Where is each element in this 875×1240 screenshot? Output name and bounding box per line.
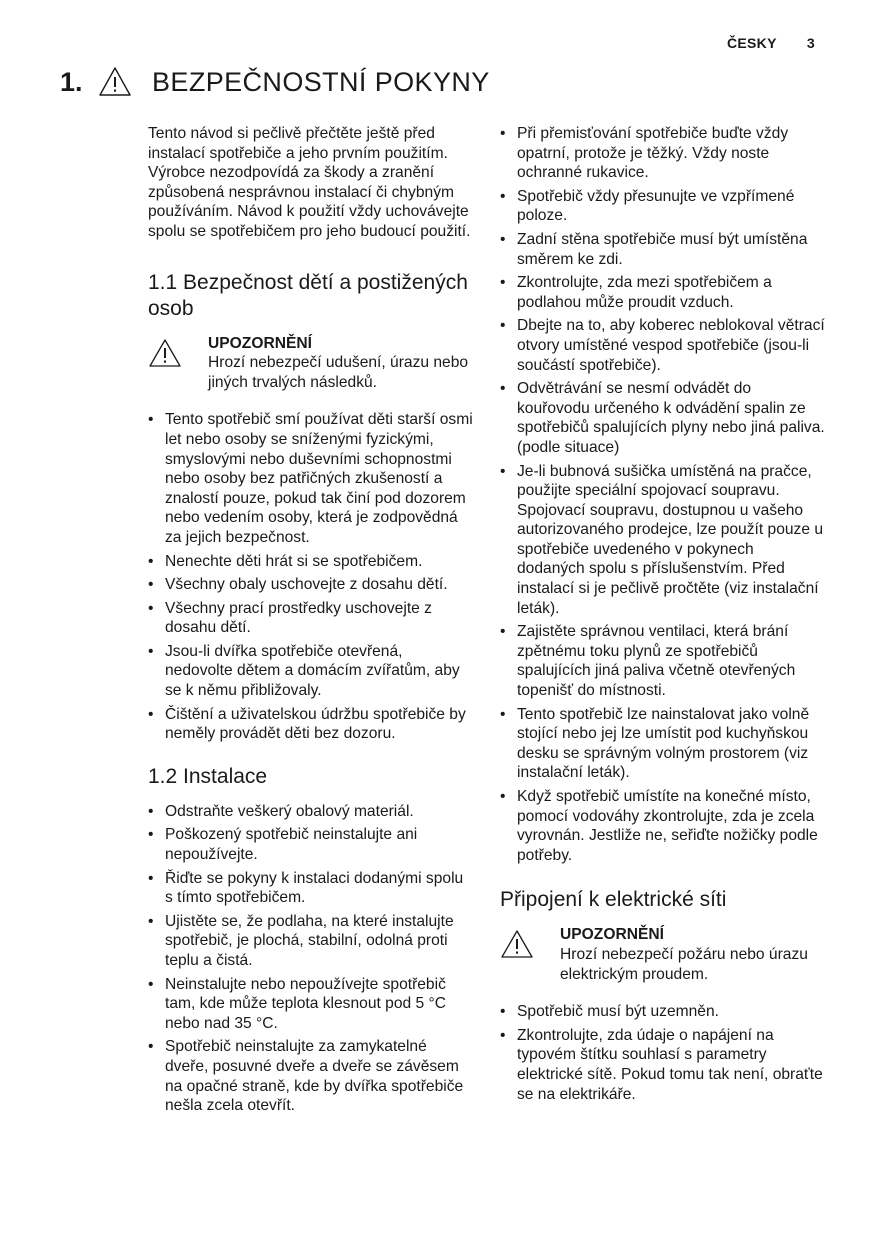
warning-title: UPOZORNĚNÍ [208,334,312,352]
warning-triangle-icon [98,66,132,98]
list-item: • Spotřebič vždy přesunujte ve vzpřímené poloze. [500,187,825,226]
children-safety-list [148,410,473,744]
list-item: • Řiďte se pokyny k instalaci dodanými spolu s tímto spotřebičem. [148,869,473,908]
section-heading-installation [148,764,473,790]
list-item: • Odstraňte veškerý obalový materiál. [148,802,473,822]
page-number: 3 [806,35,815,51]
list-item: • Nenechte děti hrát si se spotřebičem. [148,552,473,572]
warning-text: Hrozí nebezpečí udušení, úrazu nebo jiných trvalých následků. [208,354,469,391]
installation-list-right [500,124,825,865]
section-number: 1.1 [148,270,178,294]
chapter-title [60,62,490,102]
list-item: • Všechny obaly uschovejte z dosahu dětí. [148,575,473,595]
page-header [727,35,815,51]
section-number: 1.2 [148,764,178,788]
warning-triangle-icon [500,929,534,959]
section-heading-children [148,270,473,322]
header-language: ČESKY [726,35,777,51]
right-column [500,124,825,1124]
chapter-heading: BEZPEČNOSTNÍ POKYNY [152,66,490,97]
list-item: • Všechny prací prostředky uschovejte z dosahu dětí. [148,599,473,638]
list-item: • Zajistěte správnou ventilaci, která brání zpětnému toku plynů ze spotřebičů spalujících jiná paliva včetně otevřených topenišť do místnosti. [500,622,825,700]
list-item: • Zadní stěna spotřebiče musí být umístěna směrem ke zdi. [500,230,825,269]
section-title: Instalace [183,764,268,788]
warning-text: Hrozí nebezpečí požáru nebo úrazu elektrickým proudem. [560,945,808,983]
list-item: • Při přemisťování spotřebiče buďte vždy opatrní, protože je těžký. Vždy noste ochranné rukavice. [500,124,825,183]
warning-triangle-icon [148,338,182,368]
list-item: • Dbejte na to, aby koberec neblokoval větrací otvory umístěné vespod spotřebiče (jsou-li součástí spotřebiče). [500,316,825,375]
electrical-list [500,1002,825,1104]
intro-paragraph: Tento návod si pečlivě přečtěte ještě před instalací spotřebiče a jeho prvním použitím. Výrobce nezodpovídá za škody a zranění způsobená nesprávnou instalací či chybným používáním. Návod k použití vždy uchovávejte spolu se spotřebičem pro jeho budoucí použití. [148,125,471,240]
list-item: • Čištění a uživatelskou údržbu spotřebiče by neměly provádět děti bez dozoru. [148,705,473,744]
list-item: • Spotřebič neinstalujte za zamykatelné dveře, posuvné dveře a dveře se závěsem na opačné straně, kde by dvířka spotřebiče nešla zcela otevřít. [148,1037,473,1115]
section-title: Bezpečnost dětí a postižených osob [148,270,468,320]
list-item: • Spotřebič musí být uzemněn. [500,1002,825,1022]
list-item: • Jsou-li dvířka spotřebiče otevřená, nedovolte dětem a domácím zvířatům, aby se k němu přibližovaly. [148,642,473,701]
list-item: • Zkontrolujte, zda mezi spotřebičem a podlahou může proudit vzduch. [500,273,825,312]
list-item: • Tento spotřebič smí používat děti starší osmi let nebo osoby se sníženými fyzickými, smyslovými nebo duševními schopnostmi nebo osoby bez patřičných zkušeností a znalostí pouze, pokud tak činí pod dozorem nebo vedením osoby, která je zodpovědná za jejich bezpečnost. [148,410,473,547]
warning-box-electrical [500,925,825,984]
warning-title: UPOZORNĚNÍ [560,926,664,944]
list-item: • Odvětrávání se nesmí odvádět do kouřovodu určeného k odvádění spalin ze spotřebičů spalujících plyny nebo jiná paliva. (podle situace) [500,379,825,457]
list-item: • Ujistěte se, že podlaha, na které instalujte spotřebič, je plochá, stabilní, odolná proti teplu a čistá. [148,912,473,971]
list-item: • Zkontrolujte, zda údaje o napájení na typovém štítku souhlasí s parametry elektrické sítě. Pokud tomu tak není, obraťte se na elektrikáře. [500,1026,825,1104]
list-item: • Když spotřebič umístíte na konečné místo, pomocí vodováhy zkontrolujte, zda je zcela vyrovnán. Jestliže ne, seřiďte nožičky podle potřeby. [500,787,825,865]
list-item: • Poškozený spotřebič neinstalujte ani nepoužívejte. [148,825,473,864]
list-item: • Neinstalujte nebo nepoužívejte spotřebič tam, kde může teplota klesnout pod 5 °C nebo nad 35 °C. [148,975,473,1034]
list-item: • Je-li bubnová sušička umístěná na pračce, použijte speciální spojovací soupravu. Spojovací soupravu, dostupnou u vašeho autorizovaného prodejce, lze použít pouze u spotřebiče uvedeného v pokynech dodaných spolu s příslušenstvím. Před instalací si je pečlivě pročtěte (viz instalační leták). [500,462,825,619]
list-item: • Tento spotřebič lze nainstalovat jako volně stojící nebo jej lze umístit pod kuchyňskou desku se správným volným prostorem (viz instalační leták). [500,705,825,783]
installation-list-left [148,802,473,1116]
warning-box-suffocation [148,334,473,393]
left-column [148,124,473,1136]
chapter-number: 1. [60,66,83,97]
section-heading-electrical: Připojení k elektrické síti [500,888,727,912]
